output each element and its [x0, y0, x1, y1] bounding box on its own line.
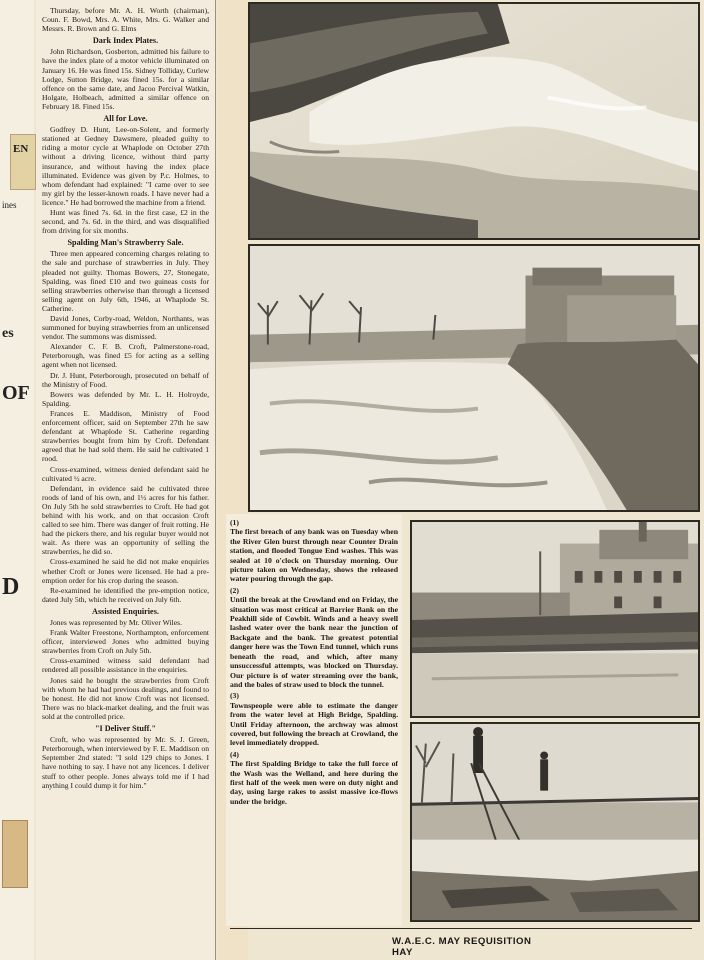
photo-high-bridge-image [412, 522, 698, 716]
caption-number-2: (2) [230, 585, 239, 595]
fragment-text-1: ines [2, 200, 17, 210]
court-intro: Thursday, before Mr. A. H. Worth (chairman), Coun. F. Bowd, Mrs. A. White, Mrs. G. Walker and Messrs. R. Brown and G. Elms [42, 6, 209, 34]
paragraph: Godfrey D. Hunt, Lee-on-Solent, and formerly stationed at Gedney Dawsmere, pleaded guilty to riding a motor cycle at Whaplode on October 27th without a driving licence, without third party insurance, and without having the index place illuminated. Evidence was given by P.c. Holmes, to whom defendant had explained: "I came over to see my girl by the lesser-known roads. I have never had a licence." He had borrowed the machine from a friend. [42, 125, 209, 207]
heading-i-deliver-stuff: "I Deliver Stuff." [94, 724, 156, 734]
photo-high-bridge-spalding [410, 520, 700, 718]
adjacent-tab-text: EN [13, 143, 29, 155]
paragraph: Cross-examined he said he did not make enquiries whether Croft or Jones were licensed. He had a pre-emption order for his crop during the season. [42, 557, 209, 585]
caption-number-4: (4) [230, 749, 239, 759]
heading-all-for-love: All for Love. [103, 114, 148, 124]
heading-strawberry-sale: Spalding Man's Strawberry Sale. [67, 238, 184, 248]
photo-barrier-bank-image [250, 246, 698, 510]
heading-dark-index-plates: Dark Index Plates. [92, 36, 159, 46]
paragraph: David Jones, Corby-road, Weldon, Northants, was summoned for buying strawberries from an unlicensed vendor. The summons was dismissed. [42, 314, 209, 342]
photo-barrier-bank-straw-bales [248, 244, 700, 512]
photo-river-glen-breach [248, 2, 700, 240]
adjacent-bottom-fragment [2, 820, 28, 888]
paragraph: Hunt was fined 7s. 6d. in the first case, £2 in the second, and 7s. 6d. in the third, and was disqualified from driving for six months. [42, 207, 209, 236]
photo-river-glen-breach-image [250, 4, 698, 238]
photo-welland-bridge-ice [410, 722, 700, 922]
paragraph: Frances E. Maddison, Ministry of Food enforcement officer, said on September 27th he saw defendant at Whaplode St. Catherine regarding strawberries bought from him by Croft. Defendant agreed that he had sold them. He said he cultivated 1 rood. [42, 408, 209, 464]
paragraph: Cross-examined witness said defendant had rendered all possible assistance in the enquiries. [42, 656, 209, 675]
paragraph: Croft, who was represented by Mr. S. J. Green, Peterborough, when interviewed by F. E. Maddison on September 2nd stated: "I sold 129 chips to Jones. I have nothing to say. I have not any licences. I deliver stuff to other people. Jones always told me if I had anything I could dump it for him." [42, 735, 209, 790]
caption-3: Townspeople were able to estimate the danger from the water level at High Bridge, Spalding. Until Friday afternoon, the archway was almost covered, but following the breach at Crowland, the level immediately dropped. [230, 700, 398, 748]
headline-hay-requisition: W.A.E.C. MAY REQUISITION HAY [392, 936, 532, 958]
paragraph: Dr. J. Hunt, Peterborough, prosecuted on behalf of the Ministry of Food. [42, 370, 209, 389]
caption-1: The first breach of any bank was on Tuesday when the River Glen burst through near Counter Drain station, and flooded Tongue End washes. This was sealed at 10 o'clock on Thursday morning. Our picture taken on Wednesday, shows the released water pouring through the gap. [230, 527, 398, 584]
paragraph: Frank Walter Freestone, Northampton, enforcement officer, interviewed Jones who admitted buying strawberries from Croft on July 5th. [42, 628, 209, 656]
caption-2: Until the break at the Crowland end on Friday, the situation was most critical at Barrier Bank on the Peakhill side of Cowbit. Winds and a heavy swell lashed water over the bank near the junction of Backgate and the bank. The greatest potential danger here was the Town End tunnel, which runs beneath the road, and which, after many unsuccessful attempts, was blocked on Thursday. Our picture is of water streaming over the bank, and the bales of straw used to block the tunnel. [230, 595, 398, 689]
paragraph: John Richardson, Gosberton, admitted his failure to have the index plate of a motor vehicle illuminated on January 16. He was fined 15s. Sidney Tolliday, Curlew Lodge, Sutton Bridge, was fined 15s. for a similar offence on the same date, and Jacoo Percival Watkin, Holgate, Holbeach, admitted a similar offence on February 18. Fined 15s. [42, 47, 209, 111]
heading-assisted-enquiries: Assisted Enquiries. [92, 606, 159, 616]
caption-number-1: (1) [230, 518, 239, 527]
court-report-column [36, 0, 216, 960]
paragraph: Cross-examined, witness denied defendant said he cultivated ½ acre. [42, 464, 209, 483]
paragraph: Three men appeared concerning charges relating to the sale and purchase of strawberries in July. They pleaded not guilty. Thomas Bowers, 27, Stonegate, Spalding, was fined £10 and two guineas costs for selling strawberries otherwise than through a licensed selling agent on July 6th, 1946, at Whaplode St. Catherine. [42, 249, 209, 313]
adjacent-tab-fragment [10, 134, 36, 190]
fragment-text-3: OF [2, 382, 30, 404]
paragraph: Jones said he bought the strawberries from Croft with whom he had had previous dealings, and found to be honest. He did not know Croft was not licensed. There was no black-market dealing, and the fruit was sold at the controlled price. [42, 675, 209, 721]
fragment-text-4: D [2, 574, 20, 600]
caption-number-3: (3) [230, 691, 239, 701]
paragraph: Defendant, in evidence said he cultivated three roods of land of his own, and 1½ acres for his father. On July 5th he sold strawberries to Croft. He had got behind with his work, and on that occasion Croft called to see him. There was danger of fruit rotting. He had the pickers there, and his regular buyer would not wait. As there was an opportunity of selling the strawberries, he did so. [42, 483, 209, 557]
fragment-text-2: es [2, 326, 14, 341]
bottom-rule [230, 928, 692, 929]
paragraph: Bowers was defended by Mr. L. H. Holroyde, Spalding. [42, 389, 209, 408]
paragraph: Re-examined he identified the pre-emption notice, dated July 5th, which he received on July 6th. [42, 585, 209, 604]
photo-caption-column [226, 514, 402, 926]
photo-welland-bridge-image [412, 724, 698, 920]
paragraph: Jones was represented by Mr. Oliver Wiles. [50, 618, 182, 627]
paragraph: Alexander C. F. B. Croft, Palmerstone-road, Peterborough, was fined £5 for acting as a selling agent when not licensed. [42, 342, 209, 370]
caption-4: The first Spalding Bridge to take the full force of the Wash was the Welland, and here during the first half of the week men were on duty night and day, using large rakes to assist massive ice-flows under the bridge. [230, 759, 398, 806]
